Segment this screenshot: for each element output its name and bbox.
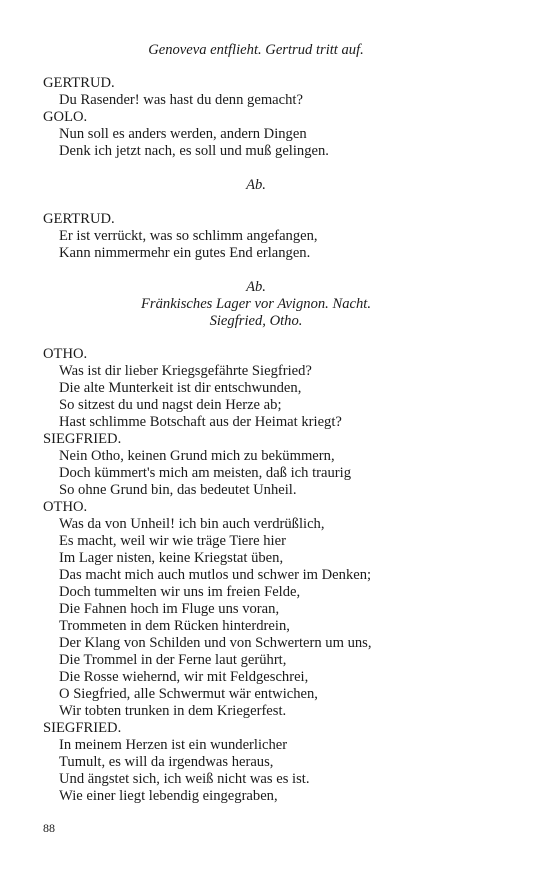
stage-direction: Fränkisches Lager vor Avignon. Nacht.	[141, 296, 371, 312]
verse-line: Nein Otho, keinen Grund mich zu bekümmern,	[59, 448, 335, 464]
verse-line: So ohne Grund bin, das bedeutet Unheil.	[59, 482, 297, 498]
page-number: 88	[43, 821, 55, 835]
stage-direction: Genoveva entflieht. Gertrud tritt auf.	[148, 42, 364, 58]
verse-line: Die Rosse wiehernd, wir mit Feldgeschrei,	[59, 669, 309, 685]
verse-line: Im Lager nisten, keine Kriegstat üben,	[59, 550, 284, 566]
verse-line: Die alte Munterkeit ist dir entschwunden,	[59, 380, 302, 396]
verse-line: Denk ich jetzt nach, es soll und muß gelingen.	[59, 143, 329, 159]
verse-line: Doch kümmert's mich am meisten, daß ich traurig	[59, 465, 351, 481]
verse-line: Die Fahnen hoch im Fluge uns voran,	[59, 601, 280, 617]
verse-line: O Siegfried, alle Schwermut wär entwichen,	[59, 686, 318, 702]
verse-line: Du Rasender! was hast du denn gemacht?	[59, 92, 303, 108]
verse-line: Was ist dir lieber Kriegsgefährte Siegfried?	[59, 363, 312, 379]
speaker-name: SIEGFRIED.	[43, 431, 122, 447]
stage-direction: Siegfried, Otho.	[209, 313, 303, 329]
speaker-name: SIEGFRIED.	[43, 720, 122, 736]
verse-line: Tumult, es will da irgendwas heraus,	[59, 754, 274, 770]
verse-line: Die Trommel in der Ferne laut gerührt,	[59, 652, 287, 668]
verse-line: Wie einer liegt lebendig eingegraben,	[59, 788, 278, 804]
speaker-name: OTHO.	[43, 346, 88, 362]
speaker-name: GOLO.	[43, 109, 88, 125]
verse-line: Es macht, weil wir wie träge Tiere hier	[59, 533, 286, 549]
stage-direction: Ab.	[246, 279, 266, 295]
verse-line: Der Klang von Schilden und von Schwertern um uns,	[59, 635, 372, 651]
verse-line: Was da von Unheil! ich bin auch verdrüßlich,	[59, 516, 325, 532]
speaker-name: OTHO.	[43, 499, 88, 515]
verse-line: Das macht mich auch mutlos und schwer im Denken;	[59, 567, 372, 583]
verse-line: In meinem Herzen ist ein wunderlicher	[59, 737, 288, 753]
verse-line: Wir tobten trunken in dem Kriegerfest.	[59, 703, 287, 719]
verse-line: Er ist verrückt, was so schlimm angefangen,	[59, 228, 318, 244]
verse-line: Und ängstet sich, ich weiß nicht was es ist.	[59, 771, 310, 787]
speaker-name: GERTRUD.	[43, 211, 115, 227]
verse-line: Nun soll es anders werden, andern Dingen	[59, 126, 307, 142]
speaker-name: GERTRUD.	[43, 75, 115, 91]
verse-line: Trommeten in dem Rücken hinterdrein,	[59, 618, 290, 634]
verse-line: So sitzest du und nagst dein Herze ab;	[59, 397, 282, 413]
stage-direction: Ab.	[246, 177, 266, 193]
verse-line: Hast schlimme Botschaft aus der Heimat kriegt?	[59, 414, 342, 430]
verse-line: Kann nimmermehr ein gutes End erlangen.	[59, 245, 311, 261]
verse-line: Doch tummelten wir uns im freien Felde,	[59, 584, 301, 600]
